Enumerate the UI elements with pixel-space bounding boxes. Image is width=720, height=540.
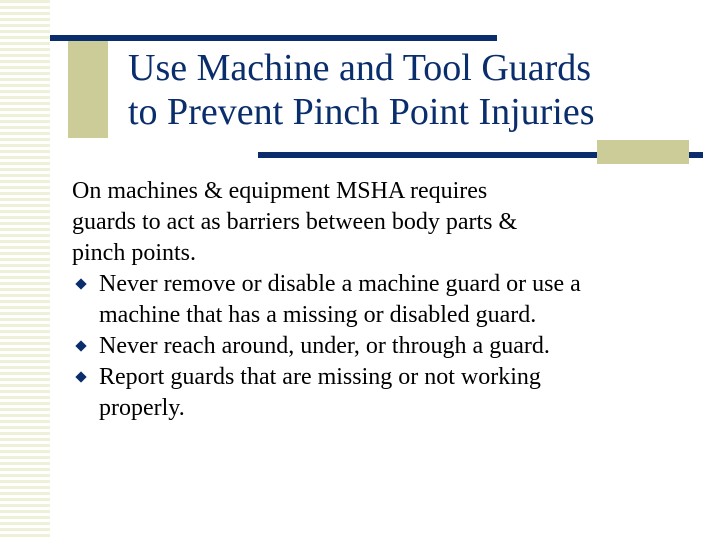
intro-line: On machines & equipment MSHA requires — [72, 178, 488, 204]
bullet-line: Report guards that are missing or not working — [99, 364, 541, 390]
intro-line: pinch points. — [72, 240, 196, 266]
bullet-line: Never remove or disable a machine guard or use a — [99, 271, 581, 297]
title-rule-top — [50, 35, 497, 41]
list-item — [72, 362, 702, 424]
slide-title — [128, 46, 698, 134]
diamond-bullet-icon — [75, 371, 86, 382]
diamond-bullet-icon — [75, 278, 86, 289]
decorative-stripes — [0, 0, 50, 540]
list-item — [72, 331, 702, 362]
bullet-line: machine that has a missing or disabled guard. — [99, 302, 537, 328]
title-accent-block-left — [68, 38, 108, 138]
bullet-line: Never reach around, under, or through a guard. — [99, 333, 550, 359]
slide-body — [72, 176, 702, 424]
intro-line: guards to act as barriers between body parts & — [72, 209, 518, 235]
intro-paragraph — [72, 176, 702, 269]
slide-title-line: to Prevent Pinch Point Injuries — [128, 91, 595, 133]
bullet-list — [72, 269, 702, 424]
list-item — [72, 269, 702, 331]
diamond-bullet-icon — [75, 340, 86, 351]
bullet-line: properly. — [99, 395, 185, 421]
title-accent-block-right — [597, 140, 689, 164]
slide-title-line: Use Machine and Tool Guards — [128, 47, 592, 89]
